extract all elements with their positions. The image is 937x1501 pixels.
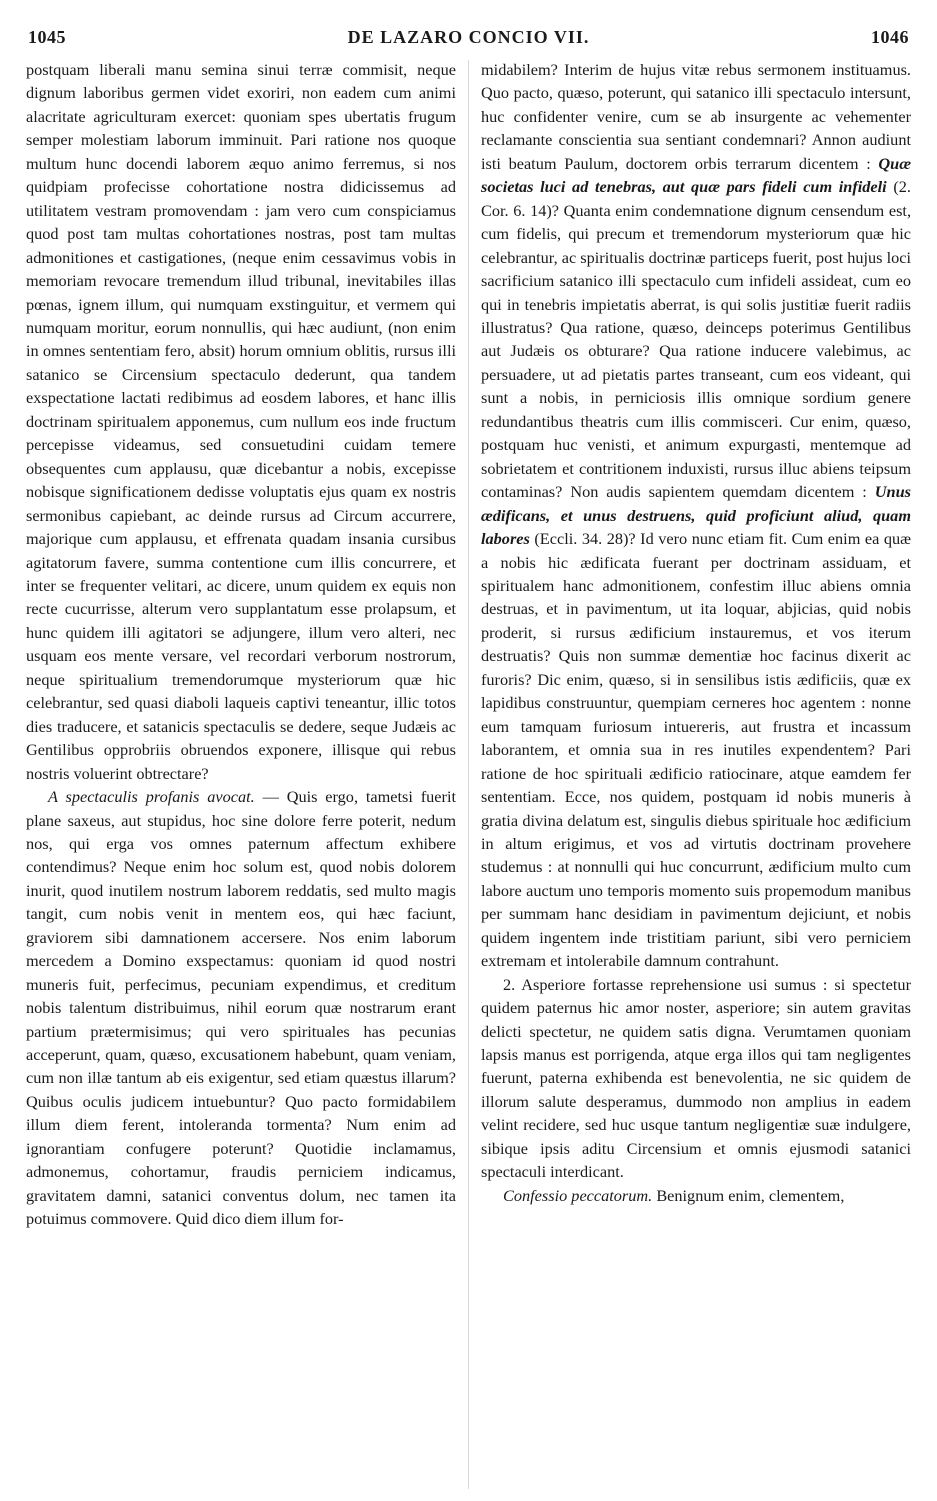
paragraph-text: Benignum enim, clementem, xyxy=(656,1185,845,1205)
paragraph xyxy=(481,1184,911,1207)
column-divider xyxy=(468,60,469,1489)
paragraph-text: midabilem? Interim de hujus vitæ rebus sermonem instituamus. Quo pacto, quæso, poterunt, qui satanico illi spectaculo intersunt, huc confidenter venire, cum se ab insurgente ac vehementer reclamante conscientia sua sentiant condemnari? Annon audiunt isti beatum Paulum, doctorem orbis terrarum dicentem : xyxy=(481,60,911,173)
left-column xyxy=(26,58,456,1231)
page-number-right: 1046 xyxy=(870,27,909,47)
paragraph xyxy=(481,58,911,973)
running-header xyxy=(28,8,909,48)
paragraph xyxy=(26,785,456,1231)
paragraph: 2. Asperiore fortasse reprehensione usi sumus : si spectetur quidem paternus hic amor noster, asperiore; sin autem gravitas delicti spectetur, ne quidem satis digna. Verumtamen quoniam lapsis manus est porrigenda, atque erga illos qui tam negligentes fuerunt, paterna exhibenda est benevolentia, ne sic quidem de illorum salute desperamus, dummodo non amplius in eadem velint recidere, sed huc usque tantum negligentiæ suæ indulgere, sibique ipsis aditu Circensium et omnis ejusmodi satanici spectaculi interdicant. xyxy=(481,974,911,1182)
section-heading: A spectaculis profanis avocat. xyxy=(48,787,255,807)
paragraph-text: Quanta enim condemnatione dignum censendum est, cum fidelis, qui precum et tremendorum mysteriorum quæ hic celebrantur, ac spiritualis doctrinæ particeps fuerit, post hujus loci sacrificium satanico illi spectaculo cum infideli assideat, cum eo qui in tenebris impietatis aberrat, is qui solis justitiæ fuerit radiis illustratus? Qua ratione, quæso, deinceps poterimus Gentilibus aut Judæis os obturare? Qua ratione inducere valebimus, ac persuadere, ut ad pietatis partes transeant, cum eos videant, qui sunt a nobis, in perniciosis illis omnique sordium genere redundantibus theatris cum illis commisceri. Cur enim, quæso, postquam huc venisti, et animum expurgasti, mentemque ad sobrietatem et contritionem induxisti, rursus illuc abiens teipsum contaminas? Non audis sapientem quemdam dicentem : xyxy=(481,200,912,502)
paragraph-text: Id vero nunc etiam fit. Cum enim ea quæ a nobis hic ædificata fuerant per doctrinam assiduam, et spiritualem hanc admonitionem, confestim illuc abiens omnia destruas, et in pavimentum, ut ita loquar, abjicias, quid nobis proderit, si rursus ædificium instauremus, et vos iterum destruatis? Quis non summæ dementiæ hoc facinus dixerit ac furoris? Dic enim, quæso, si in sensilibus istis ædificiis, quæ ex lapidibus construuntur, quempiam cerneres hoc agentem : nonne eum tamquam furiosum intuereris, aut frustra et incassum laborantem, et omnia sua in res inutiles expendentem? Pari ratione de hoc spirituali ædificio ratiocinare, atque eamdem fer sententiam. Ecce, nos quidem, postquam id nobis muneris à gratia divina delatum est, singulis diebus spirituale hoc ædificium in altum erigimus, et vos ad virtutis doctrinam provehere studemus : at nonnulli qui huc concurrunt, ædificium multo cum labore auctum uno temporis momento suis propemodum manibus per summam hanc desidiam in pavimentum dejiciunt, et nobis quidem ingentem inde tristitiam pariunt, sibi vero perniciem extremam et intolerabile damnum contrahunt. xyxy=(481,529,912,971)
running-title: DE LAZARO CONCIO VII. xyxy=(347,27,590,47)
page-number-left: 1045 xyxy=(28,27,66,47)
paragraph-text: — Quis ergo, tametsi fuerit plane saxeus, aut stupidus, hoc sine dolore ferre poterit, nedum nos, qui erga vos omnes paternum affectum exhibere contendimus? Neque enim hoc solum est, quod nobis dolorem inurit, quod inutilem nostrum laborem reddatis, sed multo magis tangit, cum nobis venit in mentem eos, qui hæc faciunt, graviorem sibi damnationem accersere. Nos enim laborum mercedem a Domino exspectamus: quoniam id quod nostri muneris fuit, perfecimus, pecuniam expendimus, et creditum nobis talentum distribuimus, nihil eorum quæ nostrarum erant partium prætermisimus; qui vero spirituales has pecunias acceperunt, quam, quæso, excusationem habebunt, quam veniam, cum non illæ tantum ab eis exigentur, sed etiam quæstus illarum? Quibus oculis judicem intuebuntur? Quo pacto formidabilem illum diem ferent, intoleranda tormenta? Num enim ad ignorantiam confugere poterunt? Quotidie inclamamus, admonemus, cohortamur, fraudis perniciem indicamus, gravitatem damni, satanici conventus dolum, nec tamen ita potuimus commovere. Quid dico diem illum for- xyxy=(26,787,456,1229)
scripture-quote: Unus ædificans, et unus destruens, quid proficiunt aliud, quam labores xyxy=(481,482,912,549)
right-column xyxy=(481,58,911,1207)
section-heading: Confessio peccatorum. xyxy=(503,1185,653,1205)
scripture-quote: Quæ societas luci ad tenebras, aut quæ pars fideli cum infideli xyxy=(481,153,911,197)
scripture-reference: (2. Cor. 6. 14)? xyxy=(481,177,911,220)
paragraph: postquam liberali manu semina sinui terræ commisit, neque dignum laboribus germen videt exoriri, non eadem cum animi alacritate agriculturam exercet: quoniam spes ubertatis frugum semper molestiam laborum imminuit. Pari ratione nos quoque multum hunc docendi laborem æquo animo ferremus, si nos quidpiam profecisse cohortatione nostra didicissemus ad utilitatem vestram promovendam : jam vero cum conspiciamus quod post tam multas cohortationes nostras, post tam multas admonitiones et castigationes, (neque enim cessavimus vobis in memoriam revocare tremendum illud tribunal, inevitabiles illas pœnas, ignem illum, qui numquam exstinguitur, et vermem qui numquam moritur, eorum nonnullis, qui hæc audiunt, (non enim in omnes sententiam fero, absit) horum omnium oblitis, rursus illi satanico se Circensium spectaculo dederunt, qua tandem exspectatione lactati redibimus ad eosdem labores, et hanc illis doctrinam spiritualem apponemus, cum nullum eos inde fructum percepisse videamus, sed consuetudini cuidam temere obsequentes cum applausu, quæ dicebantur a nobis, excepisse nobisque significationem dedisse voluptatis ejus quam ex nostris sermonibus capiebant, ac deinde rursus ad Circum accurrere, majorique cum applausu, et effrenata quadam insania cursibus agitatorum favere, summa contentione cum illis concurrere, et inter se frequenter velitari, ac dicere, unum quidem ex equis non recte cucurrisse, alterum vero supplantatum esse prolapsum, et hunc quidem illi agitatori se adjungere, illum vero alteri, nec usquam eos mente versare, vel recordari verborum nostrorum, neque spiritualium tremendorumque mysteriorum quæ hic celebrantur, sed quasi diaboli laqueis captivi teneantur, illic totos dies traducere, et satanicis spectaculis se dedere, seque Judæis ac Gentilibus opprobriis obruendos exponere, illisque qui rebus nostris voluerint obtrectare? xyxy=(26,60,456,783)
scripture-reference: (Eccli. 34. 28)? xyxy=(534,529,636,549)
